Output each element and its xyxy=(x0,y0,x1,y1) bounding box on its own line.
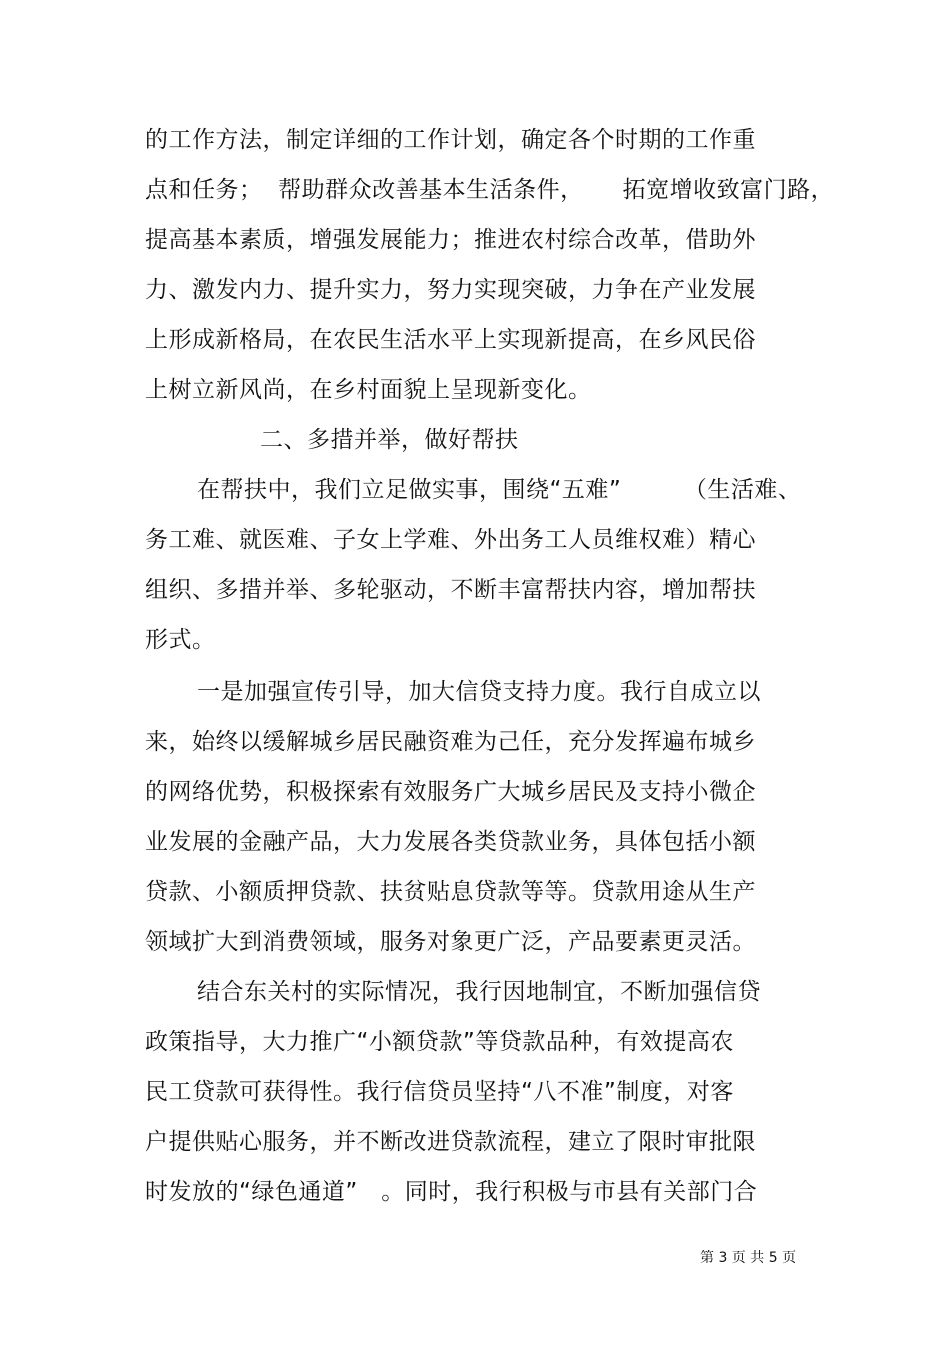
body-text-line: 贷款、小额质押贷款、扶贫贴息贷款等等。贷款用途从生产 xyxy=(145,879,756,905)
body-text-line: 来，始终以缓解城乡居民融资难为己任，充分发挥遍布城乡 xyxy=(145,729,756,755)
body-text-line: 的工作方法，制定详细的工作计划，确定各个时期的工作重 xyxy=(145,127,756,153)
body-text-line: 上树立新风尚，在乡村面貌上呈现新变化。 xyxy=(145,377,592,403)
body-text-line: 力、激发内力、提升实力，努力实现突破，力争在产业发展 xyxy=(145,277,756,303)
section-heading: 二、多措并举，做好帮扶 xyxy=(260,427,519,453)
body-text-line: 业发展的金融产品，大力发展各类贷款业务，具体包括小额 xyxy=(145,829,756,855)
body-text-line: 时发放的“绿色通道” 。同时，我行积极与市县有关部门合 xyxy=(145,1179,758,1205)
body-text-line: 的网络优势，积极探索有效服务广大城乡居民及支持小微企 xyxy=(145,779,756,805)
body-text-line: 形式。 xyxy=(145,627,216,653)
body-text-line: 务工难、就医难、子女上学难、外出务工人员维权难）精心 xyxy=(145,527,756,553)
body-text-line: 结合东关村的实际情况，我行因地制宜，不断加强信贷 xyxy=(197,979,761,1005)
body-text-line: 户提供贴心服务，并不断改进贷款流程，建立了限时审批限 xyxy=(145,1129,756,1155)
body-text-line: 领域扩大到消费领域，服务对象更广泛，产品要素更灵活。 xyxy=(145,929,756,955)
body-text-line: 上形成新格局，在农民生活水平上实现新提高，在乡风民俗 xyxy=(145,327,756,353)
body-text-line: 政策指导，大力推广“小额贷款”等贷款品种，有效提高农 xyxy=(145,1029,734,1055)
body-text-line: 提高基本素质，增强发展能力；推进农村综合改革，借助外 xyxy=(145,227,756,253)
body-text-line: 民工贷款可获得性。我行信贷员坚持“八不准”制度，对客 xyxy=(145,1079,734,1105)
body-text-line: 在帮扶中，我们立足做实事，围绕“五难” （生活难、 xyxy=(197,477,802,503)
body-text-line: 点和任务； 帮助群众改善基本生活条件， 拓宽增收致富门路， xyxy=(145,177,835,203)
body-text-line: 一是加强宣传引导，加大信贷支持力度。我行自成立以 xyxy=(197,679,761,705)
body-text-line: 组织、多措并举、多轮驱动，不断丰富帮扶内容，增加帮扶 xyxy=(145,577,756,603)
page-number-footer: 第 3 页 共 5 页 xyxy=(700,1250,797,1266)
